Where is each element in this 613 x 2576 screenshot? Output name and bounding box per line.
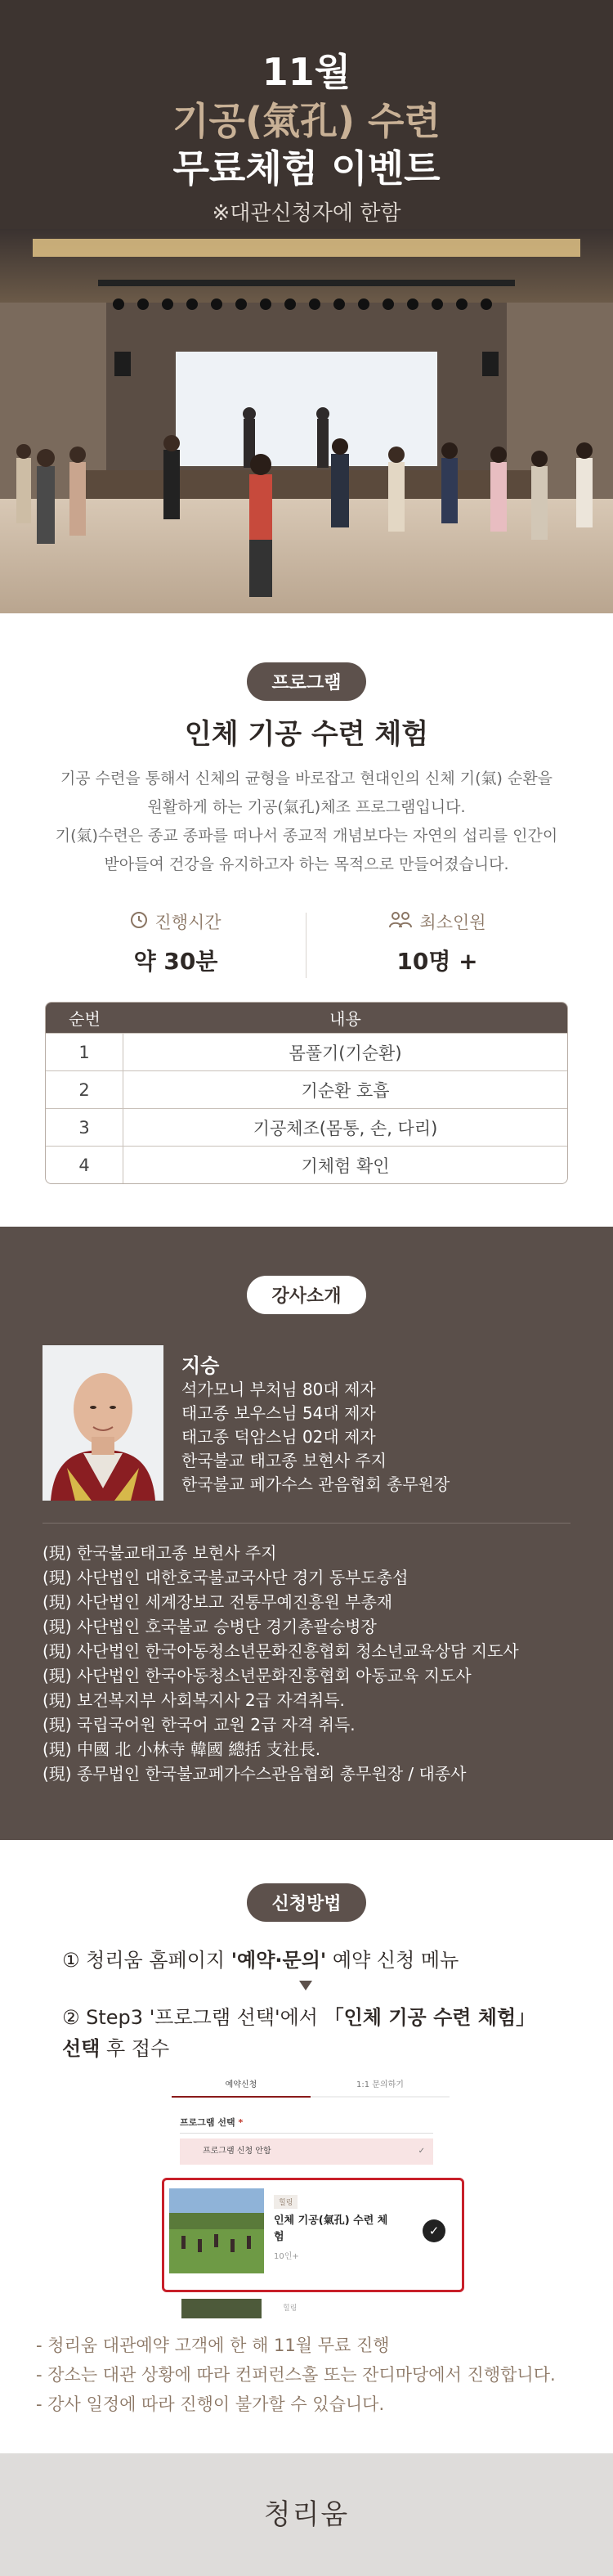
row-num: 4 [46, 1147, 123, 1183]
program-thumbnail [169, 2188, 264, 2273]
duration-label: 진행시간 [154, 913, 221, 932]
schedule-header-content: 내용 [329, 1009, 361, 1029]
step2-program-name: 「인체 기공 수련 체험」 [324, 2006, 536, 2029]
schedule-header [46, 1003, 567, 1033]
program-description [33, 765, 580, 879]
mock-option-label: 프로그램 신청 안함 [203, 2147, 271, 2156]
arrow-down-icon [299, 1981, 312, 1990]
hero-title-month: 11월 [262, 50, 351, 94]
career-item: (現) 종무법인 한국불교페가수스관음협회 총무원장 / 대종사 [43, 1764, 467, 1784]
career-item: (現) 中國 北 小林寺 韓國 總括 支社長. [43, 1739, 321, 1759]
table-row [46, 1070, 567, 1108]
mock-no-program-option[interactable] [180, 2138, 433, 2165]
program-desc-line: 기공 수련을 통해서 신체의 균형을 바로잡고 현대인의 신체 기(氣) 순환을 [60, 770, 553, 788]
apply-section [0, 1840, 613, 2372]
duration-info [45, 908, 306, 976]
table-row [46, 1108, 567, 1146]
program-desc-line: 기(氣)수련은 종교 종파를 떠나서 종교적 개념보다는 자연의 섭리를 인간이 [55, 827, 558, 845]
career-item: (現) 사단법인 한국아동청소년문화진흥협회 아동교육 지도사 [43, 1666, 472, 1685]
step1-menu-name: '예약·문의' [230, 1949, 327, 1972]
schedule-table [45, 1002, 568, 1184]
mock-program-card[interactable] [162, 2178, 464, 2292]
instructor-summary [181, 1378, 450, 1497]
mock-tabs [172, 2073, 450, 2098]
apply-step-2 [62, 2002, 585, 2064]
min-people-info [306, 908, 568, 976]
instructor-summary-line: 석가모니 부처님 80대 제자 [181, 1380, 376, 1399]
instructor-badge: 강사소개 [247, 1276, 365, 1314]
program-section [0, 613, 613, 1227]
career-item: (現) 사단법인 대한호국불교국사단 경기 동부도총섭 [43, 1568, 409, 1587]
note-item: - 청리움 대관예약 고객에 한 해 11월 무료 진행 [36, 2336, 390, 2355]
instructor-divider [43, 1523, 570, 1524]
min-people-label: 최소인원 [419, 913, 486, 932]
program-desc-line: 받아들여 건강을 유지하고자 하는 목적으로 만들어졌습니다. [104, 855, 509, 873]
selected-check-icon: ✓ [423, 2219, 445, 2242]
apply-step-1 [62, 1944, 459, 1972]
check-icon: ✓ [418, 2147, 425, 2156]
program-desc-line: 원활하게 하는 기공(氣孔)체조 프로그램입니다. [147, 798, 466, 816]
step1-prefix: ① 청리움 홈페이지 [62, 1949, 231, 1972]
clock-icon [130, 911, 148, 933]
hero-title-event: 무료체험 이벤트 [172, 146, 441, 191]
mock-section-label [180, 2116, 243, 2129]
next-program-tag: 힐링 [283, 2304, 298, 2313]
program-title: 인체 기공 수련 체험 [184, 718, 429, 751]
career-item: (現) 사단법인 호국불교 승병단 경기총괄승병장 [43, 1617, 377, 1636]
step2-prefix: ② Step3 '프로그램 선택'에서 [62, 2006, 324, 2029]
career-item: (現) 한국불교태고종 보현사 주지 [43, 1543, 277, 1563]
career-item: (現) 사단법인 세계장보고 전통무예진흥원 부총재 [43, 1592, 393, 1612]
career-item: (現) 보건복지부 사회복지사 2급 자격취득. [43, 1690, 345, 1710]
next-program-thumbnail [181, 2299, 262, 2318]
apply-notes [36, 2331, 556, 2419]
min-people-value: 10명 + [396, 948, 478, 975]
note-item: - 장소는 대관 상황에 따라 컨퍼런스홀 또는 잔디마당에서 진행합니다. [36, 2365, 556, 2385]
program-category-tag: 힐링 [274, 2195, 298, 2209]
row-num: 3 [46, 1109, 123, 1146]
footer [0, 2453, 613, 2576]
step2-select: 선택 [62, 2037, 101, 2060]
row-content: 기체험 확인 [301, 1156, 390, 1176]
row-content: 기공체조(몸통, 손, 다리) [253, 1118, 438, 1138]
step1-suffix: 예약 신청 메뉴 [326, 1949, 459, 1972]
instructor-summary-line: 태고종 덕암스님 02대 제자 [181, 1427, 376, 1447]
row-num: 1 [46, 1034, 123, 1070]
instructor-name: 지승 [181, 1354, 220, 1377]
instructor-photo [43, 1345, 163, 1501]
mock-divider [180, 2133, 433, 2134]
hall-photo [0, 229, 613, 613]
program-badge: 프로그램 [247, 662, 365, 701]
row-num: 2 [46, 1071, 123, 1108]
row-content: 몸풀기(기순환) [289, 1043, 402, 1063]
brand-logo: 청리움 [263, 2498, 350, 2531]
instructor-summary-line: 한국불교 페가수스 관음협회 총무원장 [181, 1474, 450, 1494]
duration-value: 약 30분 [133, 948, 218, 975]
tab-inquiry[interactable]: 1:1 문의하기 [311, 2073, 450, 2098]
instructor-career-list [43, 1541, 582, 1786]
table-row [46, 1146, 567, 1183]
note-item: - 강사 일정에 따라 진행이 불가할 수 있습니다. [36, 2394, 385, 2414]
people-icon [388, 911, 413, 933]
step2-suffix: 후 접수 [100, 2037, 170, 2060]
program-card-capacity: 10인+ [274, 2252, 299, 2261]
reservation-form-mockup [172, 2073, 466, 2318]
instructor-summary-line: 태고종 보우스님 54대 제자 [181, 1403, 376, 1423]
instructor-summary-line: 한국불교 태고종 보현사 주지 [181, 1451, 387, 1470]
career-item: (現) 사단법인 한국아동청소년문화진흥협회 청소년교육상담 지도사 [43, 1641, 519, 1661]
hero-banner [0, 0, 613, 613]
table-row [46, 1033, 567, 1070]
schedule-header-num: 순번 [69, 1009, 101, 1029]
instructor-section [0, 1227, 613, 1840]
program-card-title: 인체 기공(氣孔) 수련 체험 [274, 2215, 388, 2243]
row-content: 기순환 호흡 [301, 1080, 390, 1101]
tab-reservation[interactable]: 예약신청 [172, 2073, 311, 2098]
apply-badge: 신청방법 [247, 1883, 365, 1922]
hero-title-program: 기공(氣孔) 수련 [172, 99, 441, 143]
program-info-row [45, 908, 568, 981]
required-mark: * [238, 2117, 244, 2128]
hero-subtitle: ※대관신청자에 한함 [212, 201, 401, 226]
mock-section-text: 프로그램 선택 [180, 2117, 235, 2128]
career-item: (現) 국립국어원 한국어 교원 2급 자격 취득. [43, 1715, 356, 1735]
